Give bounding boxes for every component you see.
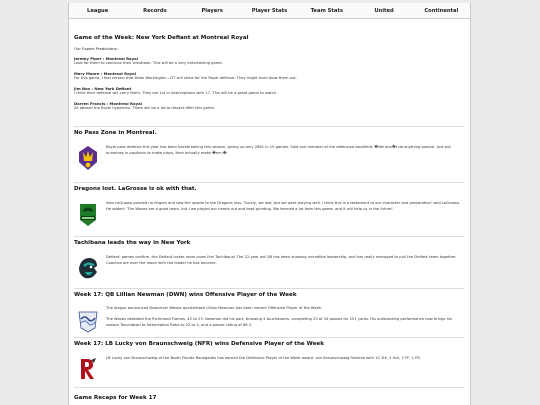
prediction-text: I think their defense will carry them. They are 1st in interceptions with 17. This will be a great game to watch. [74, 91, 278, 95]
nav-continental[interactable]: Continental [424, 7, 459, 14]
prediction-name: Darren Francis : Montreal Royal [74, 101, 142, 106]
gotw-intro: Our Expert Predictions: [74, 46, 118, 51]
article-title[interactable]: Week 17: QB Lillian Newman (DWN) wins Offensive Player of the Week [74, 292, 297, 298]
prediction [74, 71, 464, 80]
prediction [74, 101, 464, 110]
prediction-name: Jeremy Piper : Montreal Royal [74, 56, 139, 61]
page-frame [68, 3, 471, 405]
recaps-title[interactable]: Game Recaps for Week 17 [74, 395, 157, 401]
prediction-name: Jim Nox : New York Defiant [74, 86, 132, 91]
renegades-logo-icon [77, 355, 99, 383]
divider [74, 288, 464, 289]
article [74, 130, 464, 180]
nav-bar [69, 3, 470, 19]
divider [74, 337, 464, 338]
article [74, 240, 464, 290]
waves-logo-icon [77, 306, 99, 334]
divider [74, 126, 464, 127]
prediction [74, 56, 464, 65]
divider [74, 182, 464, 183]
article-text: LB Lucky von Braunschweig of the North Florida Renegades has earned the Defensive Player of the Week award. von Braunschweig finished with 10 Tck, 2 Sck, 2 FF, 1 FR. [106, 356, 421, 360]
prediction-text: For this game, I feel certain that Dean Workington - DT will shine for the Royal defense. They might even blow them out. [74, 76, 297, 80]
article-title[interactable]: Tachibana leads the way in New York [74, 240, 191, 246]
article-text: Alex LaGrossa pointed no fingers and saw the upside to the Dragons loss. 'Surely, we lost, but we were playing well. I think this is a testament to our character and preparation' said LaGrossa. He added: 'The Waves are a good team, but I we played our hearts out and kept grinding. We learned a lot from this game, and it will help us in the future'. [106, 201, 460, 211]
prediction-text: Look for them to continue their winstreak. This will be a very entertaining game. [74, 61, 223, 65]
divider [74, 236, 464, 237]
article-text: The league announced Downriver Waves quarterback Lillian Newman has been named Offensive Player of the Week. [106, 306, 323, 310]
article-text-2: The Waves defeated the Richmond Flames, 42 to 23. Newman did his part, throwing 4 touchdowns, completing 23 of 34 passes for 251 yards. His outstanding performance now brings his season Touchdown to Interception Ratio to 22 to 5, and a passer rating of 88.3. [106, 317, 452, 327]
dragons-logo-icon [77, 200, 99, 228]
article-title[interactable]: Dragons lost. LaGrossa is ok with that. [74, 186, 197, 192]
royal-logo-icon [77, 144, 99, 172]
nav-united[interactable]: United [374, 7, 394, 14]
nav-player-stats[interactable]: Player Stats [251, 7, 288, 14]
article [74, 186, 464, 236]
article-text: Defiant' games confirm, the Defiant locker room loves Emi Tachibana! The 22-year old QB has been showing incredible leadership, and has really managed to pull the Defiant team together. Coaches are over the moon with the leader he has become. [106, 255, 457, 265]
defiant-logo-icon [77, 254, 99, 282]
prediction [74, 86, 464, 95]
nav-players[interactable]: Players [201, 7, 223, 14]
article-text: Royal pass defense this year has been backbreaking this season, giving up only 2861 in 15 games. Said one member of the defensive backfield, �We don�t do anything special. Just put ourselves in positions to make plays- then actually make �em.�. [106, 145, 451, 155]
article-title[interactable]: No Pass Zone in Montreal. [74, 130, 157, 136]
prediction-name: Mary Moore : Montreal Royal [74, 71, 137, 76]
nav-team-stats[interactable]: Team Stats [310, 7, 343, 14]
nav-league[interactable]: League [87, 7, 109, 14]
divider [74, 387, 464, 388]
gotw-section [74, 35, 464, 110]
nav-records[interactable]: Records [143, 7, 167, 14]
gotw-title[interactable]: Game of the Week: New York Defiant at Montreal Royal [74, 35, 249, 41]
prediction-text: All aboard the Royal hypetrain. There will be a lot to dissect after this game. [74, 106, 215, 110]
article [74, 341, 464, 387]
article-title[interactable]: Week 17: LB Lucky von Braunschweig (NFR) wins Defensive Player of the Week [74, 341, 324, 347]
